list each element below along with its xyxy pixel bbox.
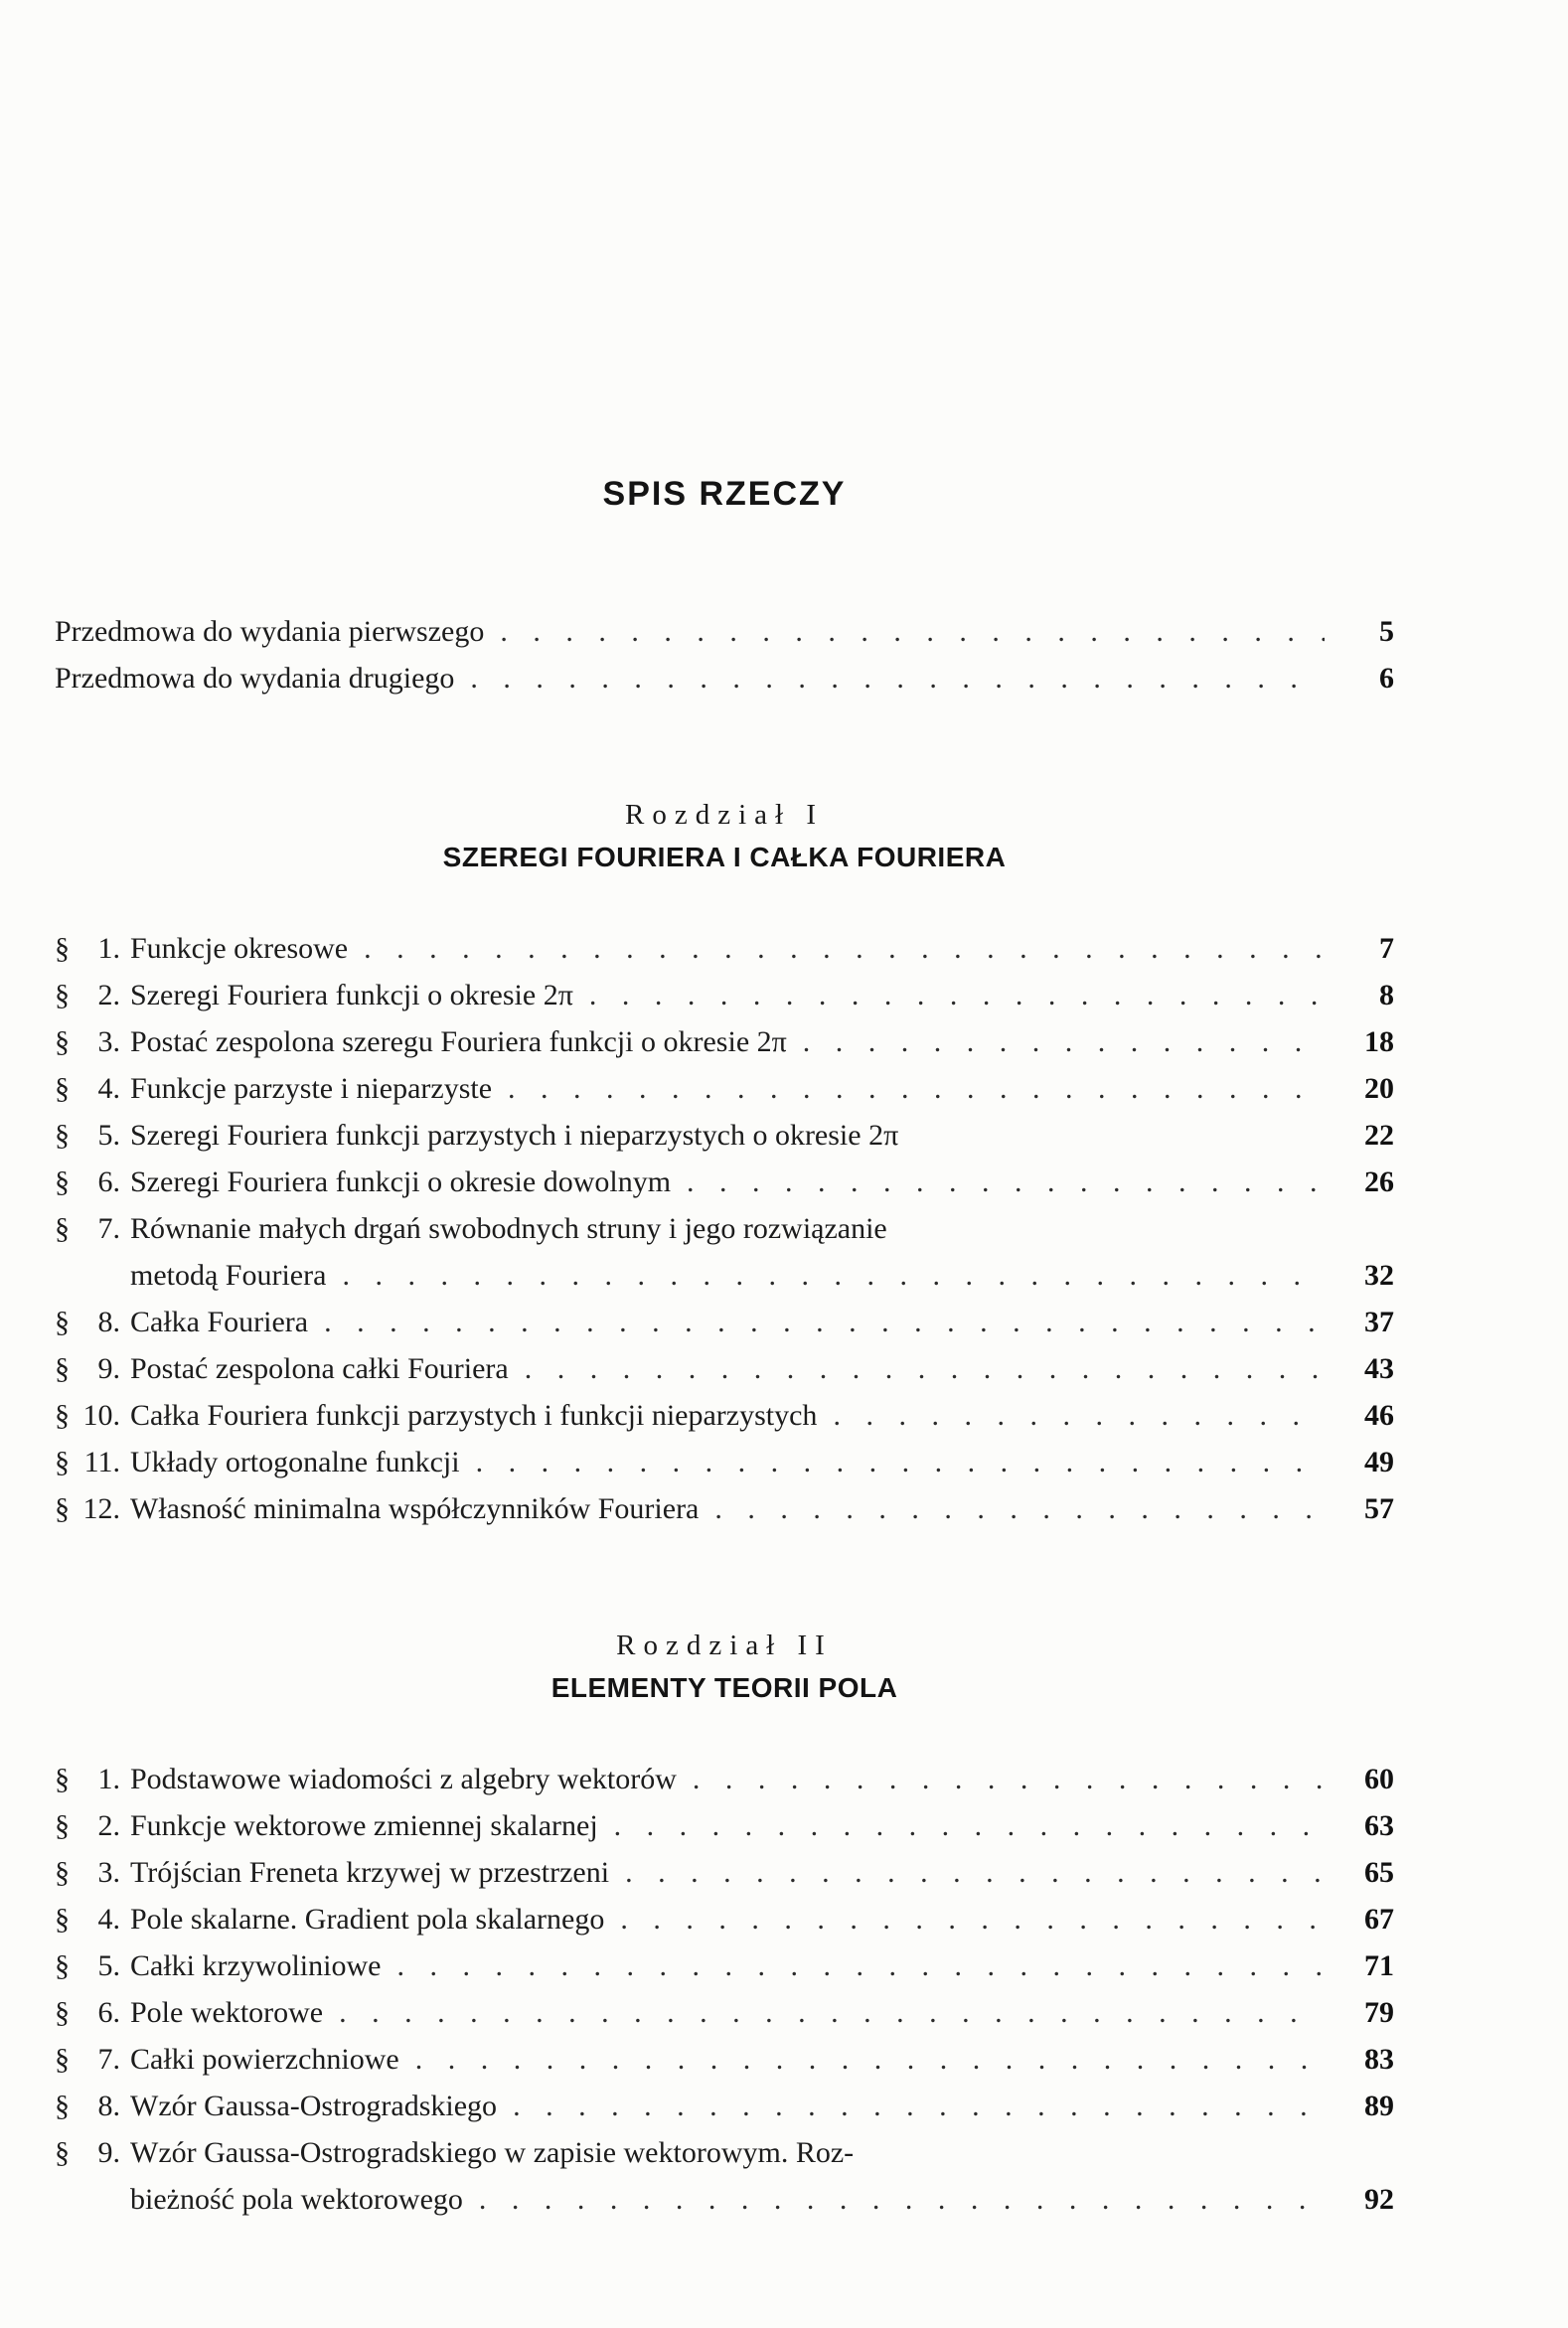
entry-title: Równanie małych drgań swobodnych struny i jego rozwiązanie (130, 1212, 887, 1245)
entry-page-number: 5 (1379, 615, 1394, 648)
entry-title: Przedmowa do wydania drugiego (55, 662, 455, 695)
entry-title: Funkcje parzyste i nieparzyste (130, 1072, 493, 1105)
entry-number: 5. (97, 1119, 120, 1152)
section-symbol: § (55, 979, 70, 1011)
entry-title: bieżność pola wektorowego (130, 2183, 463, 2216)
entry-number-column (55, 2083, 130, 2129)
entry-number: 6. (97, 1165, 120, 1198)
toc-entry (55, 1896, 1394, 1942)
dot-leader (693, 1756, 1325, 1802)
entry-title: metodą Fouriera (130, 1259, 327, 1292)
toc-entry (55, 1849, 1394, 1896)
entry-page-number: 46 (1364, 1399, 1394, 1432)
entry-number-column (55, 1896, 130, 1942)
entry-page-number: 63 (1364, 1809, 1394, 1842)
toc-entry (55, 1392, 1394, 1439)
entry-page-number: 37 (1364, 1306, 1394, 1338)
toc-entry (55, 1802, 1394, 1849)
entry-number-column (55, 1989, 130, 2036)
toc-chapter (55, 799, 1394, 1532)
entry-number-column (55, 1942, 130, 1989)
section-symbol: § (55, 2136, 70, 2169)
section-symbol: § (55, 2043, 70, 2076)
section-symbol: § (55, 1492, 70, 1525)
page-title: SPIS RZECZY (602, 475, 847, 513)
dot-leader (339, 1989, 1325, 2036)
entry-title: Własność minimalna współczynników Fouriera (130, 1492, 700, 1525)
toc-entry (55, 1065, 1394, 1112)
dot-leader (479, 2176, 1325, 2223)
entry-page-number: 22 (1364, 1119, 1394, 1152)
toc-entry (55, 1252, 1394, 1299)
entry-number: 9. (97, 2136, 120, 2169)
entry-title: Wzór Gaussa-Ostrogradskiego (130, 2090, 498, 2122)
entry-title: Całka Fouriera funkcji parzystych i funkcji nieparzystych (130, 1399, 818, 1432)
entry-page-number: 57 (1364, 1492, 1394, 1525)
dot-leader (342, 1252, 1325, 1299)
section-symbol: § (55, 932, 70, 965)
section-symbol: § (55, 1025, 70, 1058)
entry-number-column (55, 1159, 130, 1205)
entry-title: Pole wektorowe (130, 1996, 324, 2029)
entry-number: 11. (83, 1446, 120, 1478)
entry-page-number: 49 (1364, 1446, 1394, 1478)
entry-page-number: 26 (1364, 1165, 1394, 1198)
entry-page-number: 92 (1364, 2183, 1394, 2216)
entry-page-number: 7 (1379, 932, 1394, 965)
entry-page-number: 89 (1364, 2090, 1394, 2122)
section-symbol: § (55, 1119, 70, 1152)
dot-leader (625, 1849, 1325, 1896)
chapter-subtitle: ELEMENTY TEORII POLA (550, 1672, 898, 1703)
chapters (55, 799, 1394, 2223)
entry-page-number: 32 (1364, 1259, 1394, 1292)
entry-number: 3. (97, 1025, 120, 1058)
entry-number: 2. (97, 1809, 120, 1842)
section-symbol: § (55, 1809, 70, 1842)
entry-title: Szeregi Fouriera funkcji o okresie dowolnym (130, 1165, 672, 1198)
dot-leader (714, 1485, 1325, 1532)
toc-chapter (55, 1630, 1394, 2223)
entry-title: Postać zespolona szeregu Fouriera funkcji o okresie 2π (130, 1025, 787, 1058)
dot-leader (589, 972, 1325, 1018)
entry-page-number: 60 (1364, 1763, 1394, 1795)
entry-number-column (55, 1439, 130, 1485)
section-symbol: § (55, 1903, 70, 1936)
dot-leader (508, 1065, 1325, 1112)
dot-leader (364, 925, 1325, 972)
dot-leader (324, 1299, 1325, 1345)
entry-number-column (55, 1849, 130, 1896)
section-symbol: § (55, 1306, 70, 1338)
entry-title: Pole skalarne. Gradient pola skalarnego (130, 1903, 605, 1936)
entry-number: 7. (97, 2043, 120, 2076)
entry-number: 10. (82, 1399, 120, 1432)
dot-leader (396, 1942, 1325, 1989)
toc-entry (55, 925, 1394, 972)
entry-title: Funkcje okresowe (130, 932, 349, 965)
entry-number-column (55, 1392, 130, 1439)
entry-title: Całki krzywoliniowe (130, 1949, 382, 1982)
entry-number: 1. (97, 1763, 120, 1795)
entry-page-number: 6 (1379, 662, 1394, 695)
section-symbol: § (55, 1165, 70, 1198)
toc-entry (55, 1299, 1394, 1345)
entry-number-column (55, 2129, 130, 2176)
entry-number-column (55, 1112, 130, 1159)
entry-title: Funkcje wektorowe zmiennej skalarnej (130, 1809, 598, 1842)
section-symbol: § (55, 1212, 70, 1245)
entry-number-column (55, 1345, 130, 1392)
toc-entry (55, 1989, 1394, 2036)
toc-entry (55, 1485, 1394, 1532)
dot-leader (476, 1439, 1325, 1485)
toc-entry (55, 972, 1394, 1018)
dot-leader (415, 2036, 1325, 2083)
entry-page-number: 71 (1364, 1949, 1394, 1982)
toc-entry (55, 1439, 1394, 1485)
entry-number: 3. (97, 1856, 120, 1889)
front-matter-list (55, 608, 1394, 701)
entry-number-column (55, 1065, 130, 1112)
entry-page-number: 20 (1364, 1072, 1394, 1105)
toc-entry (55, 1159, 1394, 1205)
entry-number-column (55, 925, 130, 972)
section-symbol: § (55, 1446, 70, 1478)
entry-number-column (55, 1485, 130, 1532)
entry-number: 7. (97, 1212, 120, 1245)
toc-entry (55, 1112, 1394, 1159)
entry-page-number: 67 (1364, 1903, 1394, 1936)
toc-entry (55, 1018, 1394, 1065)
entry-number: 1. (97, 932, 120, 965)
dot-leader (513, 2083, 1325, 2129)
entry-number: 5. (97, 1949, 120, 1982)
entry-number: 8. (97, 2090, 120, 2122)
section-symbol: § (55, 1352, 70, 1385)
entry-number-column (55, 972, 130, 1018)
dot-leader (803, 1018, 1325, 1065)
toc-entry (55, 2036, 1394, 2083)
entry-title: Całka Fouriera (130, 1306, 309, 1338)
entry-title: Wzór Gaussa-Ostrogradskiego w zapisie wektorowym. Roz- (130, 2136, 855, 2169)
section-symbol: § (55, 1949, 70, 1982)
toc-entry (55, 655, 1394, 701)
toc-entry (55, 2129, 1394, 2176)
entry-title: Podstawowe wiadomości z algebry wektorów (130, 1763, 677, 1795)
dot-leader (614, 1802, 1325, 1849)
dot-leader (525, 1345, 1325, 1392)
entry-number-column (55, 1018, 130, 1065)
entry-title: Postać zespolona całki Fouriera (130, 1352, 509, 1385)
section-symbol: § (55, 1399, 70, 1432)
entry-number: 6. (97, 1996, 120, 2029)
dot-leader (620, 1896, 1325, 1942)
dot-leader (500, 608, 1325, 655)
section-symbol: § (55, 2090, 70, 2122)
entry-number-column (55, 1299, 130, 1345)
entry-title: Trójścian Freneta krzywej w przestrzeni (130, 1856, 610, 1889)
toc-entry (55, 1345, 1394, 1392)
entry-page-number: 8 (1379, 979, 1394, 1011)
section-symbol: § (55, 1763, 70, 1795)
entry-number: 4. (97, 1072, 120, 1105)
entry-number: 8. (97, 1306, 120, 1338)
toc-entry (55, 1756, 1394, 1802)
entry-title: Układy ortogonalne funkcji (130, 1446, 460, 1478)
entry-number-column (55, 1756, 130, 1802)
chapter-entry-list (55, 925, 1394, 1532)
entry-number: 4. (97, 1903, 120, 1936)
entry-page-number: 83 (1364, 2043, 1394, 2076)
dot-leader (833, 1392, 1325, 1439)
toc-entry (55, 2083, 1394, 2129)
entry-number: 9. (97, 1352, 120, 1385)
toc-entry (55, 2176, 1394, 2223)
entry-title: Całki powierzchniowe (130, 2043, 399, 2076)
entry-number-column (55, 1802, 130, 1849)
toc-entry (55, 1205, 1394, 1252)
table-of-contents (55, 475, 1394, 2223)
dot-leader (470, 655, 1325, 701)
chapter-heading: Rozdział II (616, 1630, 833, 1661)
entry-page-number: 43 (1364, 1352, 1394, 1385)
dot-leader (687, 1159, 1325, 1205)
entry-page-number: 79 (1364, 1996, 1394, 2029)
entry-number-column (55, 2036, 130, 2083)
section-symbol: § (55, 1996, 70, 2029)
entry-title: Szeregi Fouriera funkcji parzystych i nieparzystych o okresie 2π (130, 1119, 899, 1152)
entry-page-number: 65 (1364, 1856, 1394, 1889)
toc-entry (55, 608, 1394, 655)
section-symbol: § (55, 1856, 70, 1889)
entry-number-column (55, 1205, 130, 1252)
entry-number: 2. (97, 979, 120, 1011)
chapter-subtitle: SZEREGI FOURIERA I CAŁKA FOURIERA (442, 842, 1007, 872)
entry-number: 12. (82, 1492, 120, 1525)
chapter-heading: Rozdział I (625, 799, 824, 831)
entry-title: Szeregi Fouriera funkcji o okresie 2π (130, 979, 573, 1011)
chapter-entry-list (55, 1756, 1394, 2223)
entry-page-number: 18 (1364, 1025, 1394, 1058)
toc-entry (55, 1942, 1394, 1989)
section-symbol: § (55, 1072, 70, 1105)
entry-title: Przedmowa do wydania pierwszego (55, 615, 485, 648)
